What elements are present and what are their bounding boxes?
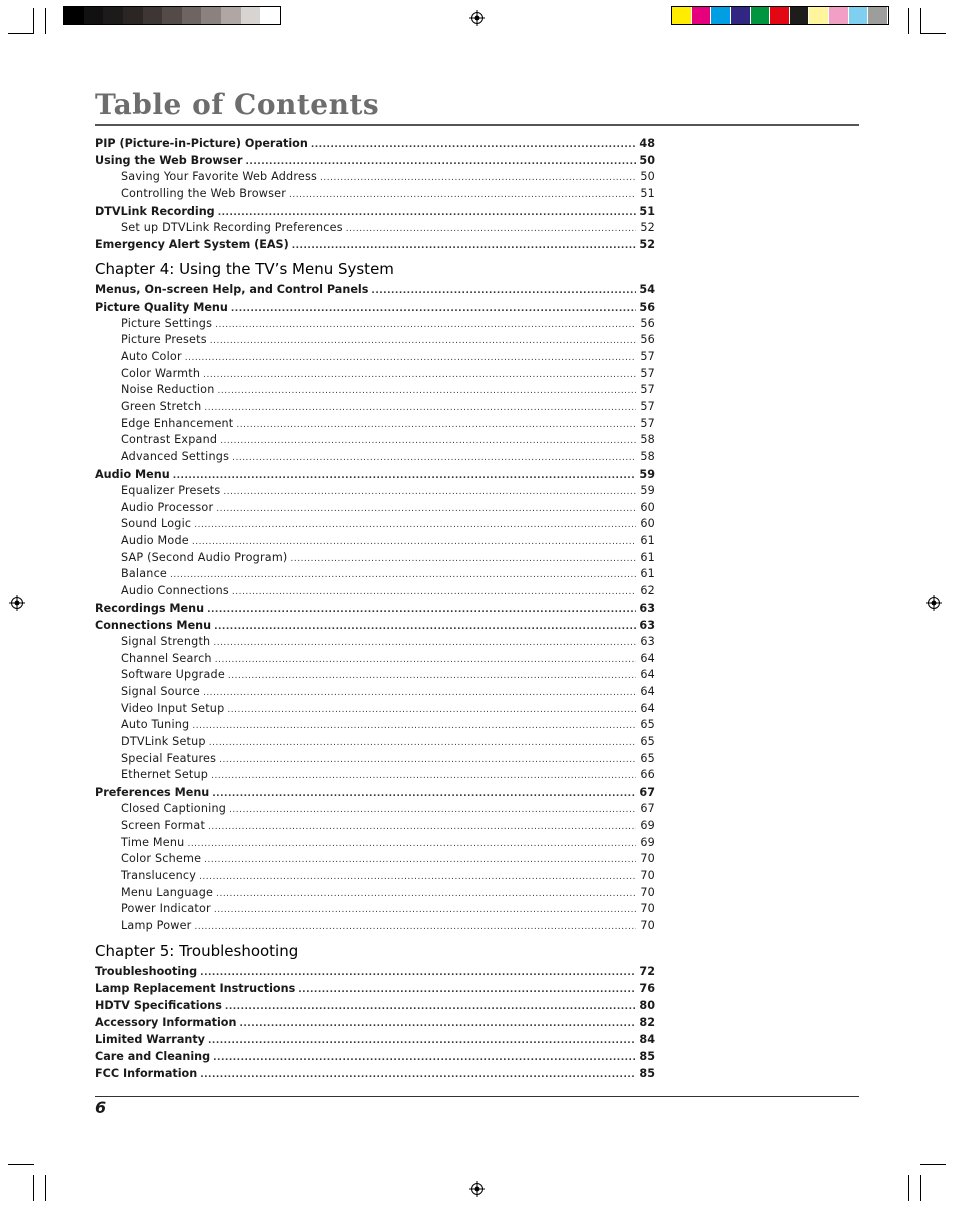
- registration-mark-icon: [469, 1181, 485, 1197]
- toc-entry-label: Care and Cleaning: [95, 1050, 211, 1064]
- page-title: Table of Contents: [95, 88, 380, 121]
- registration-mark-icon: [469, 10, 485, 26]
- toc-entry-label: Audio Connections: [121, 584, 229, 598]
- swatch: [672, 7, 692, 24]
- dot-leader: [204, 852, 636, 869]
- toc-entry[interactable]: [95, 835, 655, 852]
- dot-leader: [227, 702, 636, 719]
- toc-entry[interactable]: [95, 332, 655, 349]
- toc-entry-label: Screen Format: [121, 818, 206, 832]
- dot-leader: [194, 919, 636, 936]
- toc-entry-label: Signal Strength: [121, 634, 211, 648]
- crop-mark: [8, 1164, 34, 1165]
- toc-entry[interactable]: [95, 963, 655, 980]
- swatch: [260, 7, 280, 24]
- toc-entry[interactable]: [95, 566, 655, 583]
- dot-leader: [216, 501, 636, 518]
- toc-entry-label: Lamp Power: [121, 919, 192, 932]
- dot-leader: [215, 652, 636, 669]
- toc-entry-page: 57: [640, 383, 655, 397]
- toc-entry[interactable]: [95, 918, 655, 935]
- dot-leader: [170, 567, 636, 584]
- swatch: [770, 7, 790, 24]
- toc-entry[interactable]: [95, 767, 655, 784]
- toc-entry-page: 48: [639, 137, 655, 150]
- toc-entry-label: Channel Search: [121, 651, 212, 665]
- toc-entry[interactable]: [95, 550, 655, 567]
- toc-entry-label: PIP (Picture-in-Picture) Operation: [95, 137, 308, 150]
- toc-entry-label: Picture Settings: [121, 316, 213, 330]
- dot-leader: [208, 1033, 636, 1050]
- toc-entry-label: Troubleshooting: [95, 964, 198, 978]
- toc-entry[interactable]: [95, 751, 655, 768]
- toc-entry[interactable]: [95, 583, 655, 600]
- toc-entry-page: 85: [639, 1050, 655, 1064]
- crop-mark: [920, 1175, 921, 1201]
- toc-entry[interactable]: [95, 449, 655, 466]
- toc-entry-label: Equalizer Presets: [121, 483, 221, 497]
- toc-entry[interactable]: [95, 316, 655, 333]
- toc-entry-label: Balance: [121, 567, 168, 581]
- dot-leader: [207, 602, 636, 619]
- dot-leader: [298, 982, 636, 999]
- toc-entry-label: Time Menu: [121, 835, 185, 849]
- toc-entry-page: 59: [640, 483, 655, 497]
- toc-entry-label: Recordings Menu: [95, 601, 205, 615]
- toc-entry-label: Advanced Settings: [121, 450, 230, 464]
- dot-leader: [346, 221, 636, 238]
- toc-entry-page: 84: [639, 1033, 655, 1047]
- swatch: [241, 7, 261, 24]
- dot-leader: [223, 484, 636, 501]
- dot-leader: [173, 468, 636, 485]
- swatch: [829, 7, 849, 24]
- swatch: [143, 7, 163, 24]
- toc-chapter-5: [95, 963, 655, 1083]
- toc-entry-label: Controlling the Web Browser: [121, 186, 287, 200]
- toc-entry-label: HDTV Specifications: [95, 998, 222, 1012]
- toc-entry-page: 56: [640, 316, 655, 330]
- swatch: [201, 7, 221, 24]
- dot-leader: [229, 802, 636, 819]
- toc-entry-page: 63: [639, 601, 655, 615]
- dot-leader: [212, 786, 636, 803]
- toc-entry-page: 54: [639, 283, 655, 297]
- toc-entry-page: 69: [640, 818, 655, 832]
- toc-entry-page: 69: [640, 835, 655, 849]
- dot-leader: [208, 819, 636, 836]
- toc-entry-label: Menu Language: [121, 885, 214, 899]
- dot-leader: [220, 433, 636, 450]
- toc-entry[interactable]: [95, 818, 655, 835]
- toc-entry-label: SAP (Second Audio Program): [121, 550, 288, 564]
- toc-entry[interactable]: [95, 701, 655, 718]
- toc-entry[interactable]: [95, 901, 655, 918]
- toc-entry[interactable]: [95, 868, 655, 885]
- dot-leader: [216, 886, 636, 903]
- dot-leader: [200, 1067, 636, 1084]
- toc-entry[interactable]: [95, 349, 655, 366]
- crop-mark: [33, 1175, 34, 1201]
- toc-entry[interactable]: [95, 186, 655, 203]
- toc-entry-page: 80: [639, 998, 655, 1012]
- toc-entry-page: 58: [640, 450, 655, 464]
- dot-leader: [192, 718, 636, 735]
- toc-entry-label: Audio Mode: [121, 533, 189, 547]
- swatch: [849, 7, 869, 24]
- crop-mark: [45, 1175, 46, 1201]
- toc-entry-label: Lamp Replacement Instructions: [95, 981, 296, 995]
- crop-mark: [45, 8, 46, 34]
- toc-entry[interactable]: [95, 382, 655, 399]
- toc-entry-page: 60: [640, 517, 655, 531]
- dot-leader: [371, 283, 636, 300]
- toc-entry[interactable]: [95, 734, 655, 751]
- toc-entry[interactable]: [95, 281, 655, 298]
- dot-leader: [311, 137, 636, 154]
- dot-leader: [320, 170, 636, 187]
- toc-entry-label: Limited Warranty: [95, 1033, 205, 1047]
- toc-entry-label: Saving Your Favorite Web Address: [121, 170, 318, 184]
- dot-leader: [204, 400, 636, 417]
- toc-entry-label: Set up DTVLink Recording Preferences: [121, 220, 343, 234]
- toc-entry-page: 85: [639, 1067, 655, 1081]
- dot-leader: [210, 333, 636, 350]
- toc-entry-page: 52: [640, 220, 655, 234]
- swatch: [809, 7, 829, 24]
- toc-entry-label: Software Upgrade: [121, 668, 225, 682]
- toc-entry-page: 70: [640, 868, 655, 882]
- registration-mark-icon: [926, 595, 942, 611]
- toc-entry[interactable]: [95, 516, 655, 533]
- dot-leader: [236, 417, 636, 434]
- toc-entry[interactable]: [95, 600, 655, 617]
- toc-entry-page: 76: [639, 981, 655, 995]
- dot-leader: [203, 367, 636, 384]
- toc-entry-page: 72: [639, 964, 655, 978]
- toc-entry-page: 66: [640, 768, 655, 782]
- toc-entry-page: 65: [640, 735, 655, 749]
- toc-entry-page: 57: [640, 400, 655, 414]
- toc-entry[interactable]: [95, 399, 655, 416]
- toc-entry[interactable]: [95, 717, 655, 734]
- toc-entry[interactable]: [95, 236, 655, 253]
- toc-entry-label: Signal Source: [121, 684, 200, 698]
- crop-mark: [920, 33, 946, 34]
- dot-leader: [194, 517, 636, 534]
- toc-entry-page: 60: [640, 500, 655, 514]
- toc-entry-label: Video Input Setup: [121, 701, 225, 715]
- toc-entry-page: 63: [640, 634, 655, 648]
- toc-entry[interactable]: [95, 634, 655, 651]
- toc-entry-page: 51: [639, 204, 655, 218]
- grayscale-bar: [63, 6, 281, 25]
- toc-entry[interactable]: [95, 980, 655, 997]
- dot-leader: [232, 584, 636, 601]
- toc-entry[interactable]: [95, 617, 655, 634]
- dot-leader: [199, 869, 636, 886]
- toc-entry-label: DTVLink Setup: [121, 735, 206, 749]
- dot-leader: [290, 551, 636, 568]
- toc-entry[interactable]: [95, 997, 655, 1014]
- toc-entry-label: Contrast Expand: [121, 433, 218, 447]
- swatch: [103, 7, 123, 24]
- toc-entry-label: Sound Logic: [121, 517, 192, 531]
- toc-entry[interactable]: [95, 466, 655, 483]
- swatch: [221, 7, 241, 24]
- dot-leader: [232, 450, 636, 467]
- toc-entry-page: 70: [640, 885, 655, 899]
- swatch: [790, 7, 810, 24]
- table-of-contents: [95, 135, 655, 1082]
- toc-entry[interactable]: [95, 1014, 655, 1031]
- toc-entry[interactable]: [95, 885, 655, 902]
- toc-entry-label: Picture Presets: [121, 333, 207, 347]
- title-rule: [95, 124, 859, 126]
- toc-entry-label: Preferences Menu: [95, 786, 210, 800]
- toc-entry[interactable]: [95, 651, 655, 668]
- swatch: [751, 7, 771, 24]
- toc-chapter-4: [95, 281, 655, 934]
- toc-entry-label: Edge Enhancement: [121, 416, 234, 430]
- registration-mark-icon: [9, 595, 25, 611]
- dot-leader: [215, 317, 636, 334]
- toc-entry-page: 64: [640, 701, 655, 715]
- toc-entry[interactable]: [95, 684, 655, 701]
- swatch: [64, 7, 84, 24]
- toc-entry-page: 64: [640, 684, 655, 698]
- toc-entry[interactable]: [95, 1065, 655, 1082]
- dot-leader: [185, 350, 636, 367]
- toc-entry-label: Accessory Information: [95, 1015, 237, 1029]
- toc-entry[interactable]: [95, 500, 655, 517]
- toc-entry-page: 59: [639, 467, 655, 481]
- toc-entry-page: 57: [640, 416, 655, 430]
- toc-entry-label: Using the Web Browser: [95, 154, 243, 168]
- toc-entry-label: FCC Information: [95, 1067, 198, 1081]
- toc-entry-label: Audio Processor: [121, 500, 214, 514]
- toc-entry[interactable]: [95, 1048, 655, 1065]
- toc-entry-page: 70: [640, 902, 655, 916]
- toc-entry[interactable]: [95, 667, 655, 684]
- toc-entry-label: Emergency Alert System (EAS): [95, 238, 289, 252]
- toc-entry-page: 64: [640, 668, 655, 682]
- dot-leader: [239, 1016, 636, 1033]
- toc-entry-label: Auto Tuning: [121, 718, 190, 732]
- crop-mark: [920, 8, 921, 34]
- toc-entry-label: Green Stretch: [121, 400, 202, 414]
- toc-entry[interactable]: [95, 1031, 655, 1048]
- toc-entry-label: Connections Menu: [95, 618, 212, 632]
- toc-entry[interactable]: [95, 152, 655, 169]
- swatch: [868, 7, 888, 24]
- toc-entry[interactable]: [95, 299, 655, 316]
- swatch: [182, 7, 202, 24]
- toc-entry-page: 50: [639, 154, 655, 168]
- dot-leader: [228, 668, 636, 685]
- crop-mark: [908, 1175, 909, 1201]
- crop-mark: [33, 8, 34, 34]
- toc-entry[interactable]: [95, 533, 655, 550]
- toc-entry-page: 70: [640, 852, 655, 866]
- toc-entry-page: 50: [640, 170, 655, 184]
- toc-section-start: [95, 135, 655, 253]
- toc-entry-label: DTVLink Recording: [95, 204, 215, 218]
- toc-entry-page: 52: [639, 238, 655, 252]
- toc-entry-page: 61: [640, 550, 655, 564]
- swatch: [162, 7, 182, 24]
- dot-leader: [292, 238, 636, 255]
- toc-entry-label: Special Features: [121, 751, 217, 765]
- dot-leader: [289, 187, 636, 204]
- toc-entry-label: Power Indicator: [121, 902, 211, 916]
- dot-leader: [213, 635, 636, 652]
- dot-leader: [219, 752, 636, 769]
- chapter-5-heading: Chapter 5: Troubleshooting: [95, 941, 299, 960]
- swatch: [692, 7, 712, 24]
- swatch: [731, 7, 751, 24]
- swatch: [84, 7, 104, 24]
- toc-entry-label: Picture Quality Menu: [95, 300, 228, 314]
- toc-entry-label: Menus, On-screen Help, and Control Panels: [95, 283, 369, 297]
- crop-mark: [8, 33, 34, 34]
- chapter-4-heading: Chapter 4: Using the TV’s Menu System: [95, 260, 394, 279]
- toc-entry-page: 58: [640, 433, 655, 447]
- toc-entry-page: 57: [640, 350, 655, 363]
- toc-entry-page: 61: [640, 533, 655, 547]
- page-number: 6: [95, 1098, 107, 1117]
- dot-leader: [231, 301, 636, 318]
- swatch: [123, 7, 143, 24]
- toc-entry-page: 57: [640, 366, 655, 380]
- toc-entry-page: 64: [640, 651, 655, 665]
- crop-mark: [920, 1164, 946, 1165]
- toc-entry-label: Closed Captioning: [121, 802, 227, 816]
- toc-entry-page: 61: [640, 567, 655, 581]
- toc-entry-page: 67: [640, 802, 655, 816]
- toc-entry-page: 62: [640, 584, 655, 598]
- toc-entry-page: 70: [640, 919, 655, 932]
- toc-entry[interactable]: [95, 169, 655, 186]
- dot-leader: [214, 619, 636, 636]
- toc-entry[interactable]: [95, 366, 655, 383]
- toc-entry-label: Audio Menu: [95, 467, 170, 481]
- toc-entry[interactable]: [95, 220, 655, 237]
- toc-entry-page: 63: [639, 618, 655, 632]
- toc-entry-label: Color Scheme: [121, 852, 202, 866]
- dot-leader: [203, 685, 636, 702]
- dot-leader: [187, 836, 636, 853]
- dot-leader: [192, 534, 636, 551]
- toc-entry[interactable]: [95, 416, 655, 433]
- toc-entry-label: Color Warmth: [121, 366, 201, 380]
- dot-leader: [225, 999, 636, 1016]
- dot-leader: [213, 1050, 636, 1067]
- color-bar: [671, 6, 889, 25]
- toc-entry-page: 82: [639, 1015, 655, 1029]
- toc-entry[interactable]: [95, 784, 655, 801]
- dot-leader: [209, 735, 636, 752]
- toc-entry-page: 67: [639, 786, 655, 800]
- toc-entry-label: Noise Reduction: [121, 383, 215, 397]
- toc-entry-page: 65: [640, 718, 655, 732]
- toc-entry[interactable]: [95, 432, 655, 449]
- toc-entry[interactable]: [95, 801, 655, 818]
- toc-entry[interactable]: [95, 135, 655, 152]
- swatch: [711, 7, 731, 24]
- toc-entry-page: 51: [640, 186, 655, 200]
- dot-leader: [218, 383, 636, 400]
- toc-entry-page: 65: [640, 751, 655, 765]
- dot-leader: [211, 768, 636, 785]
- toc-entry-label: Auto Color: [121, 350, 182, 363]
- toc-entry-page: 56: [639, 300, 655, 314]
- toc-entry[interactable]: [95, 851, 655, 868]
- toc-entry-page: 56: [640, 333, 655, 347]
- footer-rule: [95, 1096, 859, 1097]
- toc-entry-label: Ethernet Setup: [121, 768, 209, 782]
- crop-mark: [908, 8, 909, 34]
- toc-entry[interactable]: [95, 203, 655, 220]
- dot-leader: [214, 902, 636, 919]
- toc-entry-label: Translucency: [121, 868, 197, 882]
- toc-entry[interactable]: [95, 483, 655, 500]
